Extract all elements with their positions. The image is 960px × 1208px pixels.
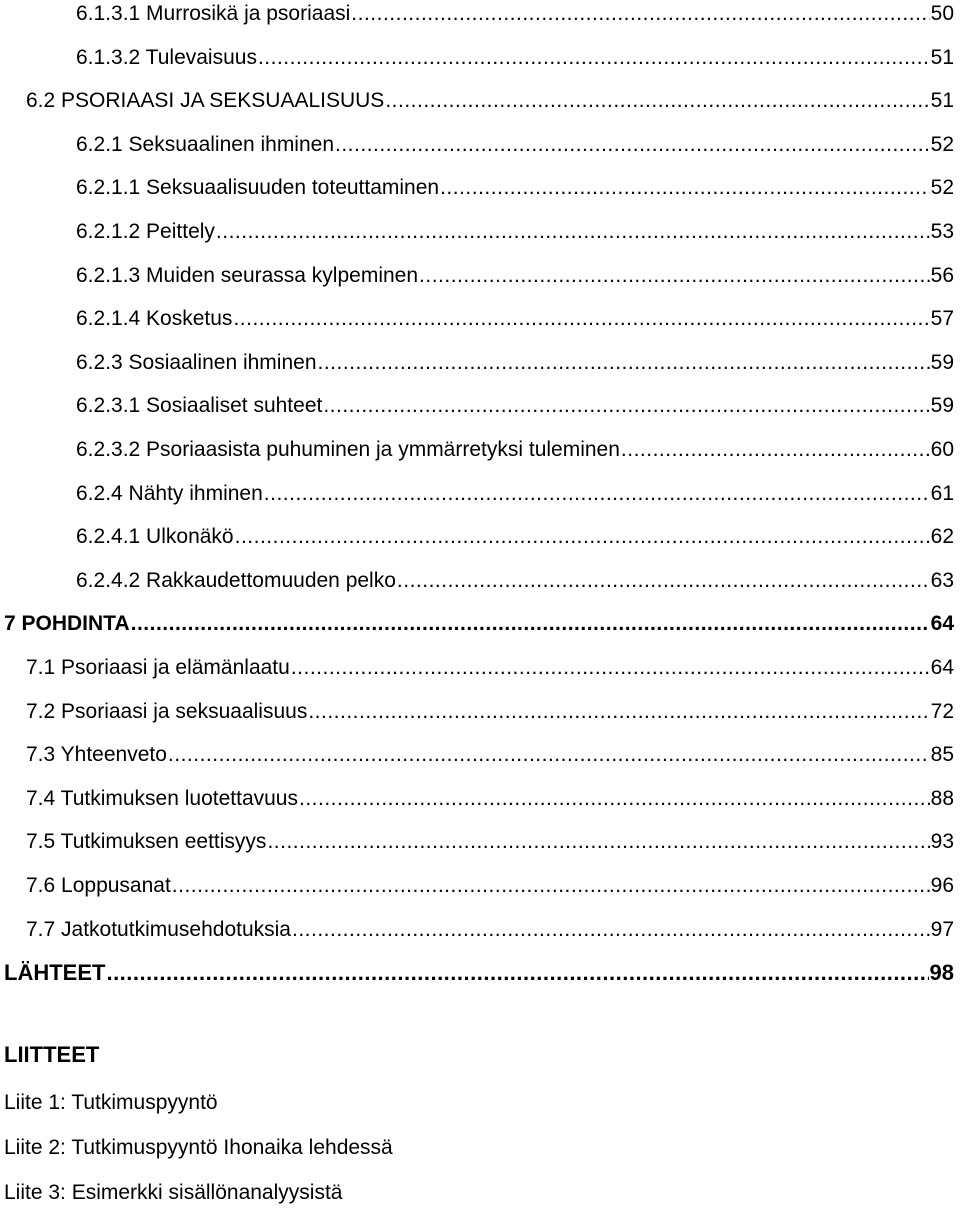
- toc-entry[interactable]: [76, 479, 954, 509]
- toc-entry-title: 6.2.1.3 Muiden seurassa kylpeminen: [76, 264, 419, 287]
- toc-entry-page: 98: [929, 960, 954, 985]
- toc-entry-title: 7.4 Tutkimuksen luotettavuus: [26, 787, 298, 810]
- toc-entry-page: 53: [930, 220, 954, 243]
- toc-dot-leader: [216, 217, 930, 247]
- appendix-item: Liite 1: Tutkimuspyyntö: [4, 1091, 218, 1114]
- toc-entry-title: 7.5 Tutkimuksen eettisyys: [26, 830, 267, 853]
- toc-dot-leader: [299, 784, 930, 814]
- toc-entry-title: 6.2.4.1 Ulkonäkö: [76, 525, 234, 548]
- toc-entry-title: LÄHTEET: [4, 960, 106, 985]
- toc-entry[interactable]: [26, 871, 954, 901]
- toc-entry[interactable]: [26, 784, 954, 814]
- toc-entry-page: 85: [930, 743, 954, 766]
- toc-entry-title: 6.2.1.2 Peittely: [76, 220, 215, 243]
- toc-entry[interactable]: [76, 261, 954, 291]
- toc-entry-page: 62: [930, 525, 954, 548]
- toc-entry[interactable]: [76, 0, 954, 29]
- toc-entry-page: 63: [930, 569, 954, 592]
- toc-dot-leader: [335, 130, 930, 160]
- toc-entry-page: 88: [930, 787, 954, 810]
- toc-entry-page: 59: [930, 394, 954, 417]
- toc-entry-title: 7.6 Loppusanat: [26, 874, 171, 897]
- toc-entry[interactable]: [76, 522, 954, 552]
- toc-entry[interactable]: [4, 609, 954, 639]
- toc-entry[interactable]: [4, 958, 954, 988]
- toc-entry[interactable]: [76, 217, 954, 247]
- toc-dot-leader: [172, 871, 930, 901]
- toc-dot-leader: [621, 435, 930, 465]
- toc-dot-leader: [131, 609, 930, 639]
- toc-entry-title: 6.2.4.2 Rakkaudettomuuden pelko: [76, 569, 396, 592]
- toc-entry-title: 6.2 PSORIAASI JA SEKSUAALISUUS: [26, 89, 385, 112]
- toc-entry-title: 6.2.1.1 Seksuaalisuuden toteuttaminen: [76, 176, 440, 199]
- toc-entry[interactable]: [26, 740, 954, 770]
- toc-entry-title: 6.1.3.2 Tulevaisuus: [76, 46, 257, 69]
- toc-entry-title: 7.2 Psoriaasi ja seksuaalisuus: [26, 700, 308, 723]
- toc-entry[interactable]: [26, 827, 954, 857]
- toc-dot-leader: [106, 958, 928, 988]
- toc-entry-title: 7 POHDINTA: [4, 612, 130, 635]
- toc-entry[interactable]: [76, 435, 954, 465]
- toc-entry[interactable]: [76, 173, 954, 203]
- toc-entry-title: 6.2.1 Seksuaalinen ihminen: [76, 133, 335, 156]
- toc-entry[interactable]: [76, 130, 954, 160]
- toc-entry-title: 6.1.3.1 Murrosikä ja psoriaasi: [76, 2, 351, 25]
- toc-entry-page: 50: [930, 2, 954, 25]
- toc-entry-title: 7.3 Yhteenveto: [26, 743, 167, 766]
- toc-entry-title: 6.2.1.4 Kosketus: [76, 307, 233, 330]
- toc-entry-page: 51: [930, 89, 954, 112]
- toc-dot-leader: [267, 827, 929, 857]
- toc-entry-page: 97: [930, 918, 954, 941]
- toc-entry[interactable]: [76, 566, 954, 596]
- toc-entry-page: 60: [930, 438, 954, 461]
- appendix-item: Liite 2: Tutkimuspyyntö Ihonaika lehdessä: [4, 1136, 393, 1159]
- appendix-heading: LIITTEET: [4, 1042, 100, 1067]
- toc-entry[interactable]: [76, 348, 954, 378]
- toc-entry-title: 6.2.3.1 Sosiaaliset suhteet: [76, 394, 323, 417]
- toc-entry-title: 6.2.3 Sosiaalinen ihminen: [76, 351, 317, 374]
- toc-entry[interactable]: [26, 653, 954, 683]
- appendix-item: Liite 3: Esimerkki sisällönanalyysistä: [4, 1181, 343, 1204]
- toc-entry[interactable]: [76, 43, 954, 73]
- toc-entry-page: 72: [930, 700, 954, 723]
- toc-dot-leader: [385, 86, 929, 116]
- toc-entry-page: 52: [930, 176, 954, 199]
- toc-dot-leader: [323, 391, 929, 421]
- toc-entry[interactable]: [26, 86, 954, 116]
- toc-entry[interactable]: [76, 304, 954, 334]
- toc-entry-page: 64: [930, 612, 954, 635]
- toc-entry-title: 7.7 Jatkotutkimusehdotuksia: [26, 918, 291, 941]
- toc-entry-page: 56: [930, 264, 954, 287]
- toc-dot-leader: [397, 566, 930, 596]
- toc-entry-page: 61: [930, 482, 954, 505]
- toc-entry[interactable]: [26, 915, 954, 945]
- toc-entry[interactable]: [76, 391, 954, 421]
- toc-entry-page: 96: [930, 874, 954, 897]
- toc-dot-leader: [308, 697, 929, 727]
- toc-entry[interactable]: [26, 697, 954, 727]
- toc-dot-leader: [318, 348, 930, 378]
- toc-entry-title: 6.2.3.2 Psoriaasista puhuminen ja ymmärretyksi tuleminen: [76, 438, 620, 461]
- toc-dot-leader: [440, 173, 930, 203]
- toc-dot-leader: [264, 479, 930, 509]
- toc-entry-page: 59: [930, 351, 954, 374]
- toc-dot-leader: [235, 522, 930, 552]
- toc-entry-page: 52: [930, 133, 954, 156]
- toc-dot-leader: [168, 740, 930, 770]
- toc-entry-title: 6.2.4 Nähty ihminen: [76, 482, 263, 505]
- toc-entry-page: 64: [930, 656, 954, 679]
- toc-dot-leader: [292, 915, 930, 945]
- toc-entry-page: 57: [930, 307, 954, 330]
- toc-dot-leader: [233, 304, 929, 334]
- toc-dot-leader: [351, 0, 929, 29]
- toc-dot-leader: [291, 653, 930, 683]
- toc-dot-leader: [258, 43, 930, 73]
- toc-entry-title: 7.1 Psoriaasi ja elämänlaatu: [26, 656, 290, 679]
- toc-dot-leader: [419, 261, 930, 291]
- toc-entry-page: 93: [930, 830, 954, 853]
- toc-entry-page: 51: [930, 46, 954, 69]
